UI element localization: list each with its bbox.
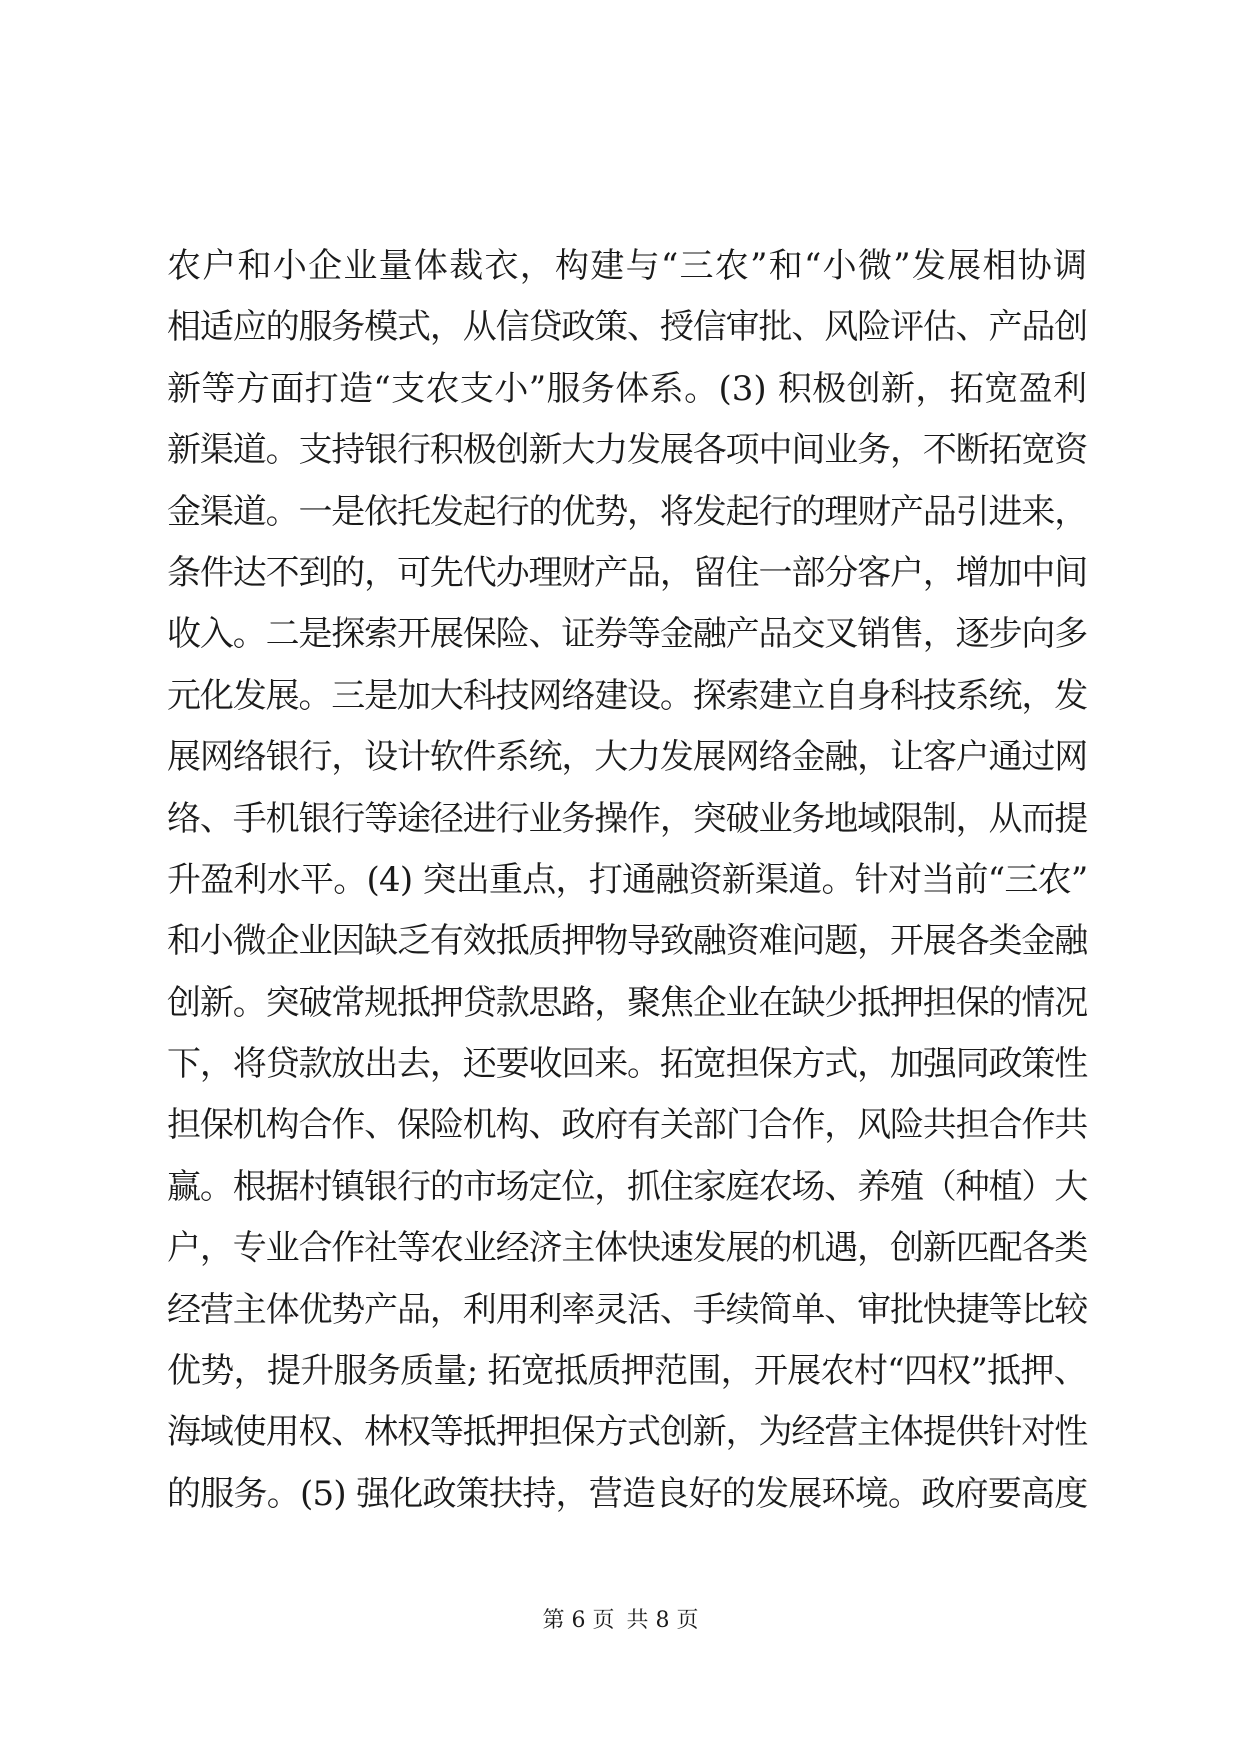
- text-line: 农户和小企业量体裁衣，构建与“三农”和“小微”发展相协调: [167, 246, 1087, 286]
- text-line: 相适应的服务模式，从信贷政策、授信审批、风险评估、产品创: [167, 307, 1087, 348]
- body-text: [167, 236, 1087, 1525]
- text-line: 下，将贷款放出去，还要收回来。拓宽担保方式，加强同政策性: [167, 1044, 1087, 1085]
- text-line: 赢。根据村镇银行的市场定位，抓住家庭农场、养殖（种植）大: [167, 1166, 1087, 1207]
- text-line: 新渠道。支持银行积极创新大力发展各项中间业务，不断拓宽资: [167, 430, 1087, 471]
- text-line: 经营主体优势产品，利用利率灵活、手续简单、审批快捷等比较: [167, 1289, 1087, 1330]
- text-line: 创新。突破常规抵押贷款思路，聚焦企业在缺少抵押担保的情况: [167, 982, 1087, 1023]
- text-line: 条件达不到的，可先代办理财产品，留住一部分客户，增加中间: [167, 552, 1087, 593]
- page-footer: [0, 1606, 1241, 1636]
- text-line: 新等方面打造“支农支小”服务体系。(3) 积极创新，拓宽盈利: [167, 368, 1087, 409]
- text-line: 担保机构合作、保险机构、政府有关部门合作，风险共担合作共: [167, 1105, 1087, 1146]
- text-line: 户，专业合作社等农业经济主体快速发展的机遇，创新匹配各类: [167, 1228, 1087, 1269]
- text-line: 优势，提升服务质量; 拓宽抵质押范围，开展农村“四权”抵押、: [167, 1351, 1087, 1392]
- text-line: 升盈利水平。(4) 突出重点，打通融资新渠道。针对当前“三农”: [167, 859, 1088, 900]
- text-line: 的服务。(5) 强化政策扶持，营造良好的发展环境。政府要高度: [167, 1473, 1088, 1514]
- text-line: 元化发展。三是加大科技网络建设。探索建立自身科技系统，发: [167, 675, 1087, 716]
- page-number: 第 6 页: [542, 1608, 615, 1633]
- page-total: 共 8 页: [626, 1608, 699, 1633]
- text-line: 金渠道。一是依托发起行的优势，将发起行的理财产品引进来，: [167, 491, 1087, 532]
- text-line: 海域使用权、林权等抵押担保方式创新，为经营主体提供针对性: [167, 1412, 1087, 1453]
- text-line: 展网络银行，设计软件系统，大力发展网络金融，让客户通过网: [167, 737, 1087, 778]
- text-line: 络、手机银行等途径进行业务操作，突破业务地域限制，从而提: [167, 798, 1087, 839]
- text-line: 收入。二是探索开展保险、证券等金融产品交叉销售，逐步向多: [167, 614, 1087, 655]
- text-line: 和小微企业因缺乏有效抵质押物导致融资难问题，开展各类金融: [167, 921, 1087, 962]
